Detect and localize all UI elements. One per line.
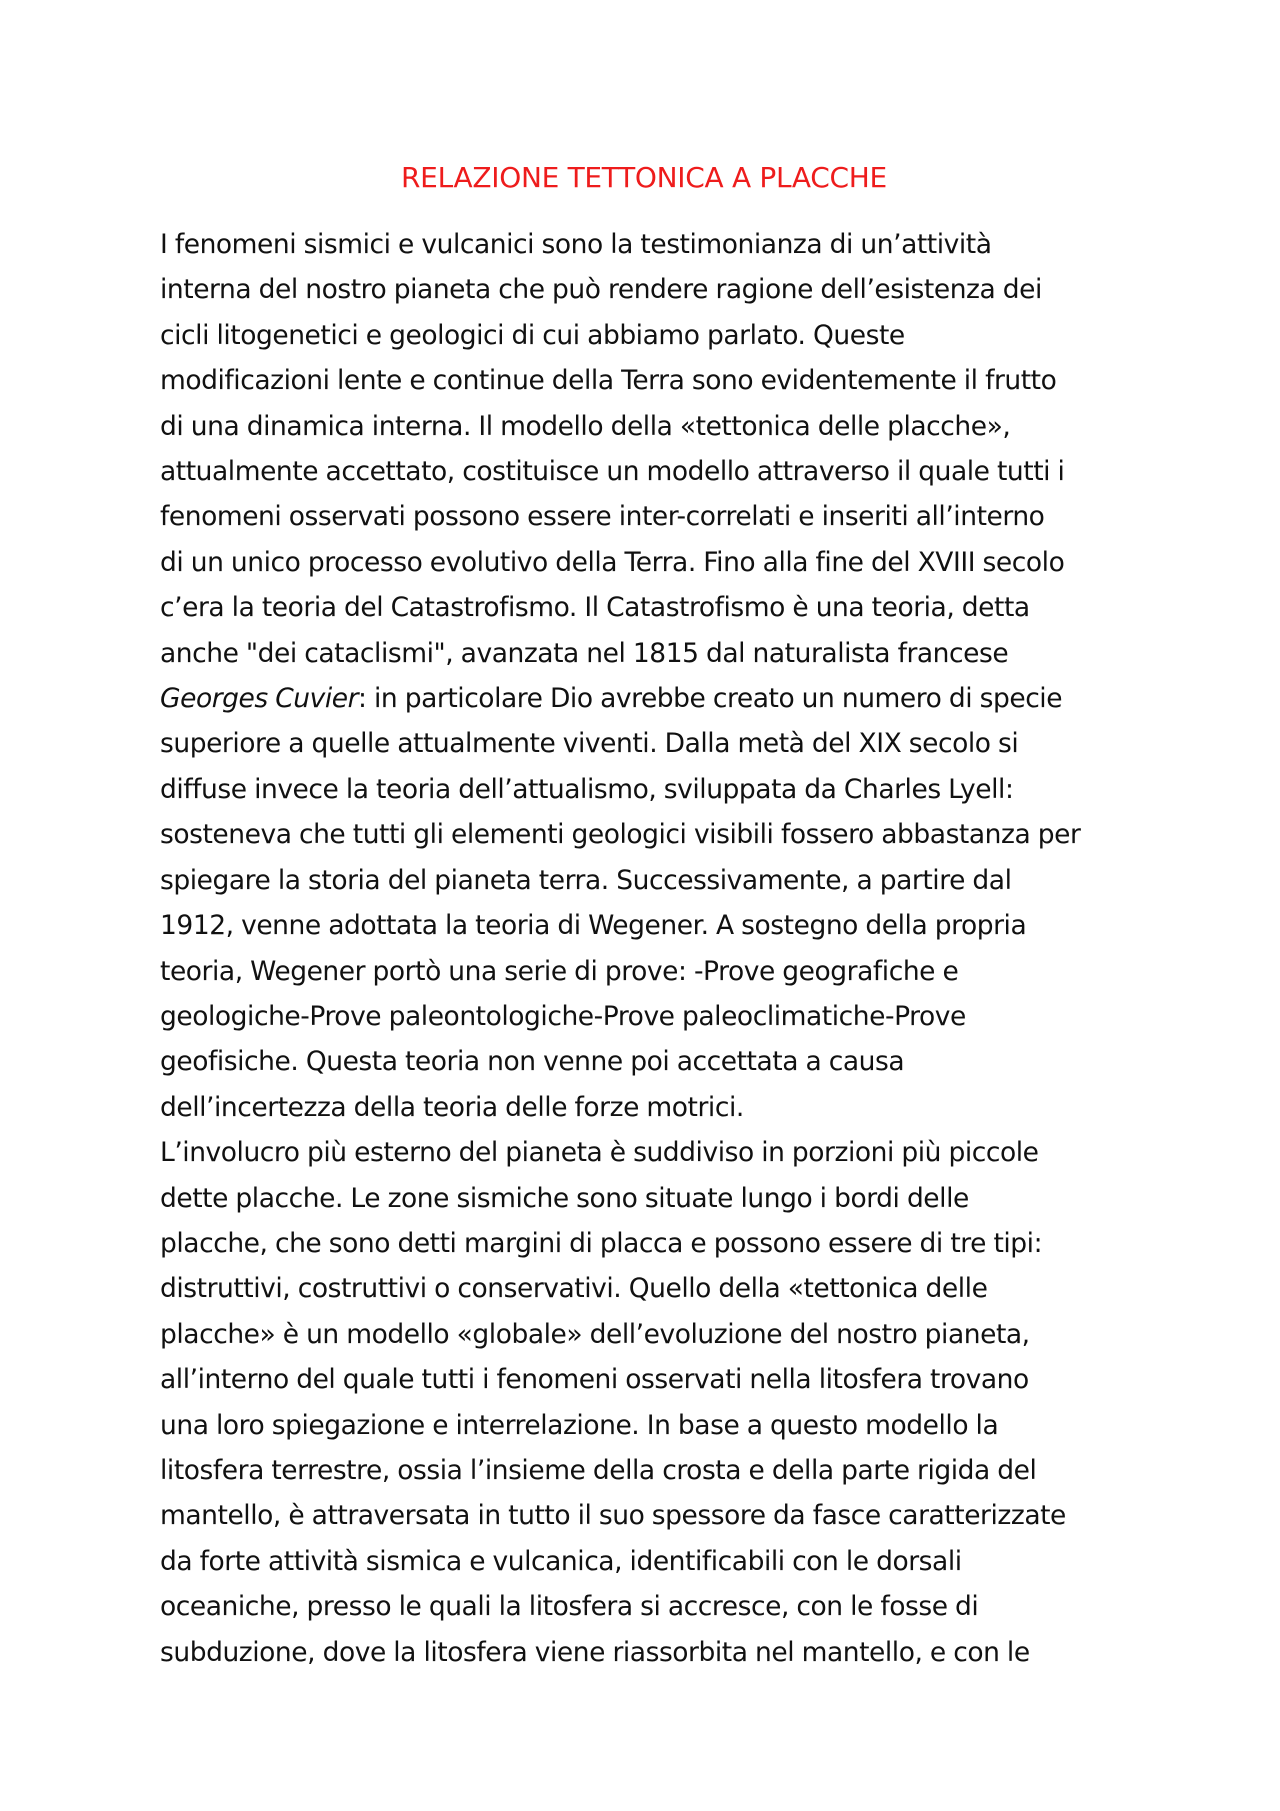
text-line: placche, che sono detti margini di placca e possono essere di tre tipi: <box>160 1227 1043 1259</box>
text-line: di un unico processo evolutivo della Terra. Fino alla fine del XVIII secolo <box>160 546 1065 578</box>
text-line: subduzione, dove la litosfera viene riassorbita nel mantello, e con le <box>160 1636 1030 1668</box>
text-line: mantello, è attraversata in tutto il suo spessore da fasce caratterizzate <box>160 1500 1066 1532</box>
text-line: dell’incertezza della teoria delle forze motrici. <box>160 1091 744 1123</box>
text-line: litosfera terrestre, ossia l’insieme della crosta e della parte rigida del <box>160 1454 1037 1486</box>
text-line: oceaniche, presso le quali la litosfera si accresce, con le fosse di <box>160 1591 979 1623</box>
text-line: distruttivi, costruttivi o conservativi. Quello della «tettonica delle <box>160 1273 988 1305</box>
text-line: dette placche. Le zone sismiche sono situate lungo i bordi delle <box>160 1182 969 1214</box>
italic-name: Georges Cuvier <box>160 683 359 715</box>
text-line: attualmente accettato, costituisce un modello attraverso il quale tutti i <box>160 456 1065 488</box>
text-line: L’involucro più esterno del pianeta è suddiviso in porzioni più piccole <box>160 1137 1039 1169</box>
text-line: 1912, venne adottata la teoria di Wegener. A sostegno della propria <box>160 910 1027 942</box>
text-line <box>160 676 1160 721</box>
text-line: anche "dei cataclismi", avanzata nel 1815 dal naturalista francese <box>160 637 1009 669</box>
text-line: superiore a quelle attualmente viventi. Dalla metà del XIX secolo si <box>160 728 1019 760</box>
text-line: teoria, Wegener portò una serie di prove: -Prove geografiche e <box>160 955 959 987</box>
text-line: placche» è un modello «globale» dell’evoluzione del nostro pianeta, <box>160 1318 1030 1350</box>
text-line: diffuse invece la teoria dell’attualismo, sviluppata da Charles Lyell: <box>160 773 1014 805</box>
text-line: di una dinamica interna. Il modello della «tettonica delle placche», <box>160 410 1011 442</box>
text-line: geologiche-Prove paleontologiche-Prove paleoclimatiche-Prove <box>160 1000 966 1032</box>
text-line: c’era la teoria del Catastrofismo. Il Catastrofismo è una teoria, detta <box>160 592 1030 624</box>
text-line: geofisiche. Questa teoria non venne poi accettata a causa <box>160 1046 905 1078</box>
text-line: interna del nostro pianeta che può rendere ragione dell’esistenza dei <box>160 274 1042 306</box>
text-line: da forte attività sismica e vulcanica, identificabili con le dorsali <box>160 1545 962 1577</box>
text-line: spiegare la storia del pianeta terra. Successivamente, a partire dal <box>160 864 1012 896</box>
document-body <box>160 222 1160 1675</box>
text-line: una loro spiegazione e interrelazione. In base a questo modello la <box>160 1409 999 1441</box>
text-line: all’interno del quale tutti i fenomeni osservati nella litosfera trovano <box>160 1364 1029 1396</box>
text-line: fenomeni osservati possono essere inter-correlati e inseriti all’interno <box>160 501 1045 533</box>
text-line: I fenomeni sismici e vulcanici sono la testimonianza di un’attività <box>160 229 992 260</box>
text-fragment: : in particolare Dio avrebbe creato un numero di specie <box>358 683 1063 715</box>
document-title: RELAZIONE TETTONICA A PLACCHE <box>401 161 887 194</box>
text-line: sosteneva che tutti gli elementi geologici visibili fossero abbastanza per <box>160 819 1081 851</box>
text-line: cicli litogenetici e geologici di cui abbiamo parlato. Queste <box>160 319 905 351</box>
text-line: modificazioni lente e continue della Terra sono evidentemente il frutto <box>160 365 1057 397</box>
